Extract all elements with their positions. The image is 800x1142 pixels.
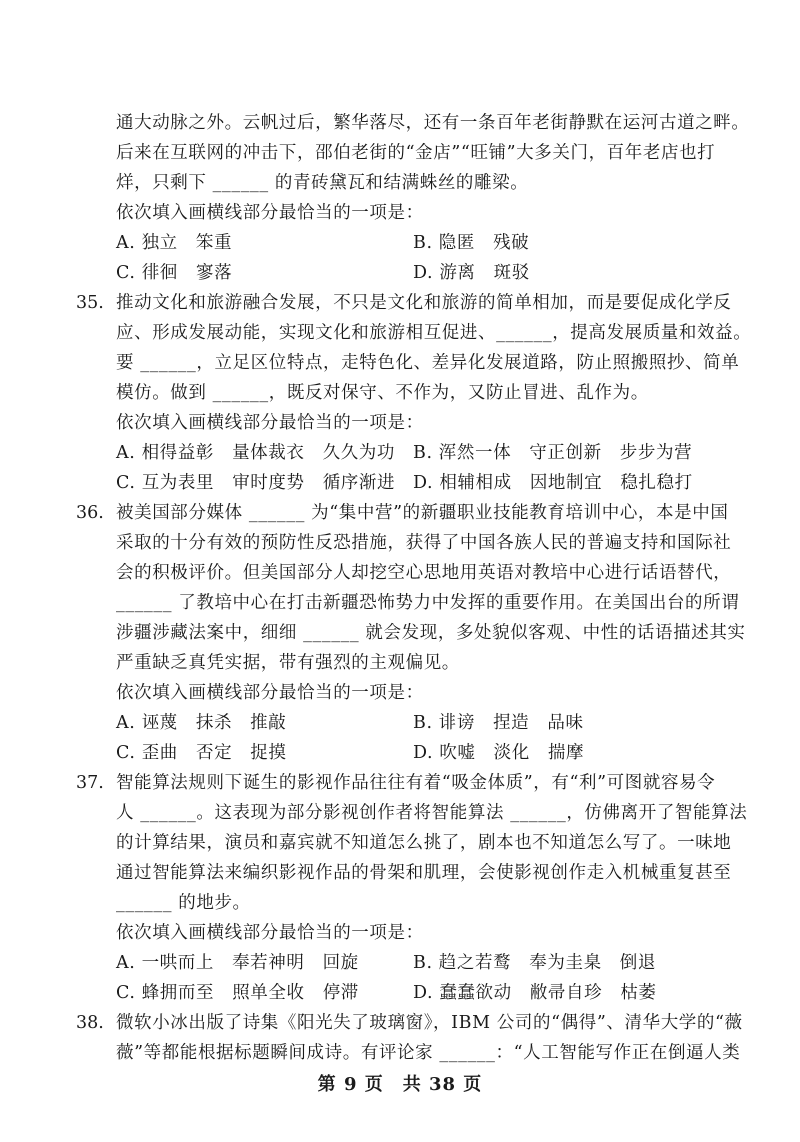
- option-c: C. 歪曲 否定 捉摸: [116, 743, 287, 763]
- question-number: 38.: [76, 1013, 104, 1033]
- option-c: C. 互为表里 审时度势 循序渐进: [116, 473, 396, 493]
- passage-line: ______ 的地步。: [116, 893, 251, 913]
- q34-options: [116, 228, 716, 288]
- q34-passage: [116, 108, 750, 228]
- passage-line: 智能算法规则下诞生的影视作品往往有着“吸金体质”，有“利”可图就容易令: [116, 773, 716, 793]
- passage-line: 后来在互联网的冲击下，邵伯老街的“金店”“旺铺”大多关门，百年老店也打: [116, 143, 716, 163]
- passage-line: 推动文化和旅游融合发展，不只是文化和旅游的简单相加，而是要促成化学反: [116, 293, 732, 313]
- passage-line: 微软小冰出版了诗集《阳光失了玻璃窗》，IBM 公司的“偶得”、清华大学的“薇: [116, 1013, 743, 1033]
- passage-line: 应、形成发展动能，实现文化和旅游相互促进、______，提高发展质量和效益。: [116, 323, 752, 343]
- passage-line: 会的积极评价。但美国部分人却挖空心思地用英语对教培中心进行话语替代，: [116, 563, 732, 583]
- question-number: 36.: [76, 503, 104, 523]
- passage-line: 模仿。做到 ______，既反对保守、不作为，又防止冒进、乱作为。: [116, 383, 649, 403]
- option-a: A. 相得益彰 量体裁衣 久久为功: [116, 443, 395, 463]
- q36-passage: [116, 498, 746, 708]
- passage-line: 要 ______，立足区位特点，走特色化、差异化发展道路，防止照搬照抄、简单: [116, 353, 740, 373]
- passage-line: 被美国部分媒体 ______ 为“集中营”的新疆职业技能教育培训中心，本是中国: [116, 503, 729, 523]
- option-c: C. 徘徊 寥落: [116, 263, 233, 283]
- q37-options: [116, 948, 716, 1008]
- q37-passage: [116, 768, 748, 948]
- passage-line: 采取的十分有效的预防性反恐措施，获得了中国各族人民的普遍支持和国际社: [116, 533, 732, 553]
- option-b: B. 隐匿 残破: [413, 233, 530, 253]
- option-b: B. 诽谤 捏造 品味: [413, 713, 584, 733]
- q38-passage: [116, 1008, 743, 1068]
- option-c: C. 蜂拥而至 照单全收 停滞: [116, 983, 359, 1003]
- passage-line: 烊，只剩下 ______ 的青砖黛瓦和结满蛛丝的雕梁。: [116, 173, 529, 193]
- question-prompt: 依次填入画横线部分最恰当的一项是：: [116, 923, 424, 943]
- question-prompt: 依次填入画横线部分最恰当的一项是：: [116, 203, 424, 223]
- question-number: 35.: [76, 293, 104, 313]
- passage-line: ______ 了教培中心在打击新疆恐怖势力中发挥的重要作用。在美国出台的所谓: [116, 593, 740, 613]
- passage-line: 薇”等都能根据标题瞬间成诗。有评论家 ______：“人工智能写作正在倒逼人类: [116, 1043, 741, 1063]
- passage-line: 人 ______。这表现为部分影视创作者将智能算法 ______，仿佛离开了智能算法: [116, 803, 748, 823]
- page-footer: 第 9 页 共 38 页: [317, 1074, 483, 1095]
- q36-options: [116, 708, 716, 768]
- option-d: D. 相辅相成 因地制宜 稳扎稳打: [413, 473, 693, 493]
- passage-line: 的计算结果，演员和嘉宾就不知道怎么挑了，剧本也不知道怎么写了。一味地: [116, 833, 732, 853]
- option-b: B. 浑然一体 守正创新 步步为营: [413, 443, 693, 463]
- question-prompt: 依次填入画横线部分最恰当的一项是：: [116, 413, 424, 433]
- option-b: B. 趋之若鹜 奉为圭臬 倒退: [413, 953, 656, 973]
- passage-line: 通大动脉之外。云帆过后，繁华落尽，还有一条百年老街静默在运河古道之畔。: [116, 113, 750, 133]
- question-prompt: 依次填入画横线部分最恰当的一项是：: [116, 683, 424, 703]
- option-d: D. 蠢蠢欲动 敝帚自珍 枯萎: [413, 983, 657, 1003]
- option-d: D. 游离 斑驳: [413, 263, 530, 283]
- question-number: 37.: [76, 773, 104, 793]
- option-a: A. 一哄而上 奉若神明 回旋: [116, 953, 359, 973]
- option-d: D. 吹嘘 淡化 揣摩: [413, 743, 585, 763]
- option-a: A. 诬蔑 抹杀 推敲: [116, 713, 287, 733]
- passage-line: 严重缺乏真凭实据，带有强烈的主观偏见。: [116, 653, 460, 673]
- passage-line: 通过智能算法来编织影视作品的骨架和肌理，会使影视创作走入机械重复甚至: [116, 863, 732, 883]
- passage-line: 涉疆涉藏法案中，细细 ______ 就会发现，多处貌似客观、中性的话语描述其实: [116, 623, 746, 643]
- q35-passage: [116, 288, 752, 438]
- q35-options: [116, 438, 716, 498]
- option-a: A. 独立 笨重: [116, 233, 233, 253]
